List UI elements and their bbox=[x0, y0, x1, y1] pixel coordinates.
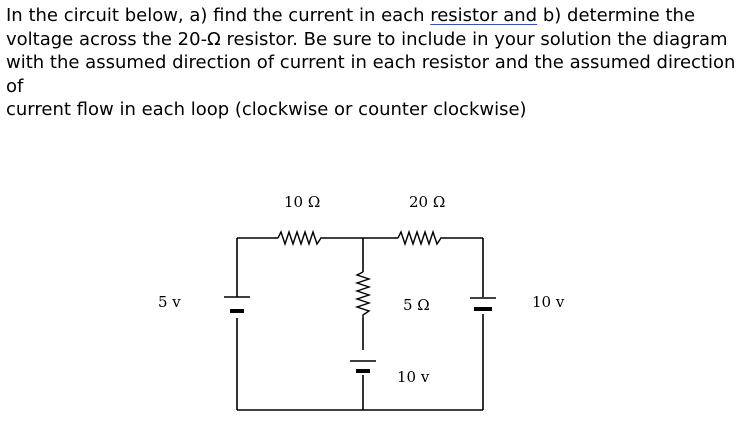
label-5-volt: 5 v bbox=[158, 293, 181, 311]
resistor-20-ohm bbox=[398, 232, 444, 244]
label-20-ohm: 20 Ω bbox=[409, 193, 446, 211]
label-10-volt-middle: 10 v bbox=[397, 368, 430, 386]
label-10-volt-right: 10 v bbox=[532, 293, 565, 311]
resistor-5-ohm bbox=[357, 272, 369, 318]
label-10-ohm: 10 Ω bbox=[284, 193, 321, 211]
label-5-ohm: 5 Ω bbox=[403, 296, 430, 314]
question-line-1-start: In the circuit below, a) find the current in each bbox=[6, 5, 431, 26]
resistor-10-ohm bbox=[278, 232, 324, 244]
question-line-1-end: b) determine the bbox=[537, 5, 696, 26]
question-line-3: with the assumed direction of current in each resistor and the assumed direction of bbox=[6, 52, 736, 97]
resistor-and-link[interactable]: resistor and bbox=[430, 5, 538, 26]
question-line-4: current flow in each loop (clockwise or counter clockwise) bbox=[6, 99, 527, 120]
question-line-2: voltage across the 20-Ω resistor. Be sure to include in your solution the diagram bbox=[6, 28, 728, 50]
